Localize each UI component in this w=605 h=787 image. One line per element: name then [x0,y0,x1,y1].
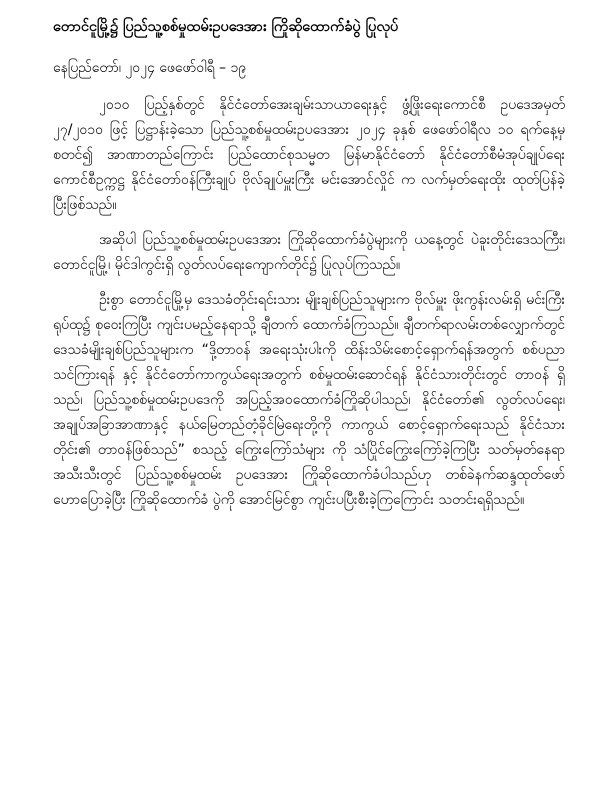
article-dateline: နေပြည်တော်၊ ၂၀၂၄ ဖေဖော်ဝါရီ – ၁၉ [53,60,247,76]
article-paragraph-3: ဦးစွာ တောင်ငူမြို့မှ ဒေသခံတိုင်းရင်းသား မျိုးချစ်ပြည်သူများက ဗိုလ်မှူး ဖိုးကွန်းလမ်းရှိ မင်းကြီးရုပ်ထု၌ စုဝေးကြပြီး ကျင်းပမည့်နေရာသို့ ချီတက် ထောက်ခံကြသည်။ ချီတက်ရာလမ်းတစ်လျှောက်တွင် ဒေသခံမျိုးချစ်ပြည်သူများက “ဒို့တာဝန် အရေးသုံးပါးကို ထိန်းသိမ်းစောင့်ရှောက်ရန်အတွက် စစ်ပညာသင်ကြားရန် နှင့် နိုင်ငံတော်ကာကွယ်ရေးအတွက် စစ်မှုထမ်းဆောင်ရန် နိုင်ငံသားတိုင်းတွင် တာဝန် ရှိသည်၊ ပြည်သူ့စစ်မှုထမ်းဥပဒေကို အပြည့်အဝထောက်ခံကြိုဆိုပါသည်၊ နိုင်ငံတော်၏ လွတ်လပ်ရေး၊ အချုပ်အခြာအာဏာနှင့် နယ်မြေတည်တံ့ခိုင်မြဲရေးတို့ကို ကာကွယ် စောင့်ရှောက်ရေးသည် နိုင်ငံသားတိုင်း၏ တာဝန်ဖြစ်သည်” စသည့် ကြွေးကြော်သံများ ကို သံပြိုင်ကြွေးကြော်ခဲ့ကြပြီး သတ်မှတ်နေရာအသီးသီးတွင် ပြည်သူ့စစ်မှုထမ်း ဥပဒေအား ကြိုဆိုထောက်ခံပါသည်ဟု တစ်ခဲနက်ဆန္ဒထုတ်ဖော်ဟောပြောခဲ့ပြီး ကြိုဆိုထောက်ခံ ပွဲကို အောင်မြင်စွာ ကျင်းပပြီးစီးခဲ့ကြကြောင်း သတင်းရရှိသည်။ [53,292,565,508]
article-paragraph-2: အဆိုပါ ပြည်သူ့စစ်မှုထမ်းဥပဒေအား ကြိုဆိုထောက်ခံပွဲများကို ယနေ့တွင် ပဲခူးတိုင်းဒေသကြီး၊ တောင်ငူမြို့၊ မိုင်ဒါကွင်းရှိ လွတ်လပ်ရေးကျောက်တိုင်၌ ပြုလုပ်ကြသည်။ [53,232,565,273]
article-headline: တောင်ငူမြို့၌ ပြည်သူ့စစ်မှုထမ်းဥပဒေအား ကြိုဆိုထောက်ခံပွဲ ပြုလုပ် [53,19,399,35]
article-paragraph-1: ၂၀၁၀ ပြည့်နှစ်တွင် နိုင်ငံတော်အေးချမ်းသာယာရေးနှင့် ဖွံ့ဖြိုးရေးကောင်စီ ဥပဒေအမှတ် ၂၇/၂၀၁၀ ဖြင့် ပြဋ္ဌာန်းခဲ့သော ပြည်သူ့စစ်မှုထမ်းဥပဒေအား ၂၀၂၄ ခုနှစ် ဖေဖော်ဝါရီလ ၁၀ ရက်နေ့မှ စတင်၍ အာဏာတည်ကြောင်း ပြည်ထောင်စုသမ္မတ မြန်မာနိုင်ငံတော် နိုင်ငံတော်စီမံအုပ်ချုပ်ရေးကောင်စီဥက္ကဋ္ဌ နိုင်ငံတော်ဝန်ကြီးချုပ် ဗိုလ်ချုပ်မှူးကြီး မင်းအောင်လှိုင် က လက်မှတ်ရေးထိုး ထုတ်ပြန်ခဲ့ပြီးဖြစ်သည်။ [53,97,565,213]
